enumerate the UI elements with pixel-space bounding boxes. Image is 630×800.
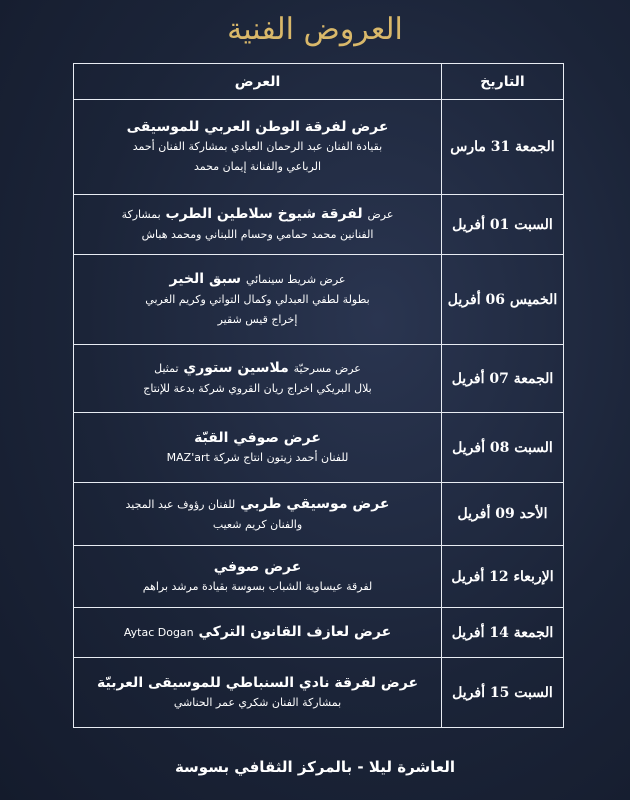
table-row (74, 345, 564, 413)
show-details (74, 658, 442, 728)
table-row (74, 483, 564, 546)
show-date: الأحد 09 أفريل (442, 483, 564, 546)
show-title-line (82, 673, 433, 693)
show-date: السبت 15 أفريل (442, 658, 564, 728)
show-detail-line: بمشاركة الفنان شكري عمر الحناشي (173, 695, 342, 709)
show-details (74, 255, 442, 345)
show-title-line (82, 622, 433, 643)
show-title: لفرقة شيوخ سلاطين الطرب (165, 206, 363, 222)
table-row (74, 608, 564, 658)
show-detail-line: بطولة لطفي العبدلي وكمال التواتي وكريم الغربي (145, 293, 370, 306)
show-title-line (82, 557, 433, 577)
show-title: عرض صوفي (213, 558, 302, 575)
show-suffix: تمثيل (154, 362, 179, 375)
table-row (74, 546, 564, 608)
show-detail-line: الرباعي والفنانة إيمان محمد (193, 160, 322, 173)
table-row (74, 195, 564, 255)
show-detail-line: الفنانين محمد حمامي وحسام اللبناني ومحمد هباش (141, 228, 374, 241)
show-detail-line: لفرقة عيساوية الشباب بسوسة بقيادة مرشد براهم (142, 579, 373, 593)
show-detail-line: للفنان أحمد زيتون انتاج شركة MAZ'art (166, 450, 349, 464)
show-detail-line: إخراج قيس شقير (217, 313, 298, 326)
show-title: عرض لعازف القانون التركي (198, 624, 392, 640)
show-details (74, 608, 442, 658)
show-date: السبت 01 أفريل (442, 195, 564, 255)
table-header-row (74, 64, 564, 100)
show-details (74, 195, 442, 255)
date-column-header: التاريخ (442, 64, 564, 100)
table-row (74, 100, 564, 195)
show-date: الجمعة 07 أفريل (442, 345, 564, 413)
show-suffix: Aytac Dogan (123, 626, 194, 639)
show-date: الجمعة 31 مارس (442, 100, 564, 195)
show-details (74, 100, 442, 195)
show-details (74, 345, 442, 413)
show-title-line (82, 117, 433, 137)
show-date: الإربعاء 12 أفريل (442, 546, 564, 608)
show-title: عرض لفرقة الوطن العربي للموسيقى (126, 119, 389, 135)
show-detail-line: بقيادة الفنان عبد الرحمان العيادي بمشاركة الفنان أحمد (132, 140, 383, 153)
show-suffix: بمشاركة (121, 208, 161, 221)
show-details (74, 483, 442, 546)
show-title: ملاسين ستوري (183, 360, 289, 376)
venue-footer: العاشرة ليلا - بالمركز الثقافي بسوسة (174, 758, 456, 776)
table-row (74, 658, 564, 728)
show-title: عرض لفرقة نادي السنباطي للموسيقى العربيّة (96, 674, 419, 691)
show-details (74, 413, 442, 483)
show-column-header: العرض (74, 64, 442, 100)
show-title-line (82, 428, 433, 448)
show-title: عرض موسيقي طربي (240, 495, 390, 512)
show-title: سبق الخير (169, 271, 242, 287)
show-title-line (82, 204, 433, 225)
show-detail-line: بلال البريكي اخراج ريان القروي شركة بدعة للإنتاج (143, 382, 372, 395)
shows-table (73, 63, 564, 728)
page-title: العروض الفنية (227, 12, 403, 47)
show-detail-line: والفنان كريم شعيب (212, 517, 303, 531)
show-date: الخميس 06 أفريل (442, 255, 564, 345)
show-date: السبت 08 أفريل (442, 413, 564, 483)
show-title-line (82, 358, 433, 379)
table-row (74, 413, 564, 483)
show-prefix: عرض (367, 208, 394, 221)
show-prefix: عرض مسرحيّة (293, 362, 361, 375)
show-details (74, 546, 442, 608)
show-title-line (82, 494, 433, 515)
show-date: الجمعة 14 أفريل (442, 608, 564, 658)
show-title-line (82, 269, 433, 290)
table-row (74, 255, 564, 345)
show-title: عرض صوفي القبّة (194, 429, 321, 446)
show-suffix: للفنان رؤوف عبد المجيد (125, 497, 236, 511)
show-prefix: عرض شريط سينمائي (245, 273, 346, 286)
